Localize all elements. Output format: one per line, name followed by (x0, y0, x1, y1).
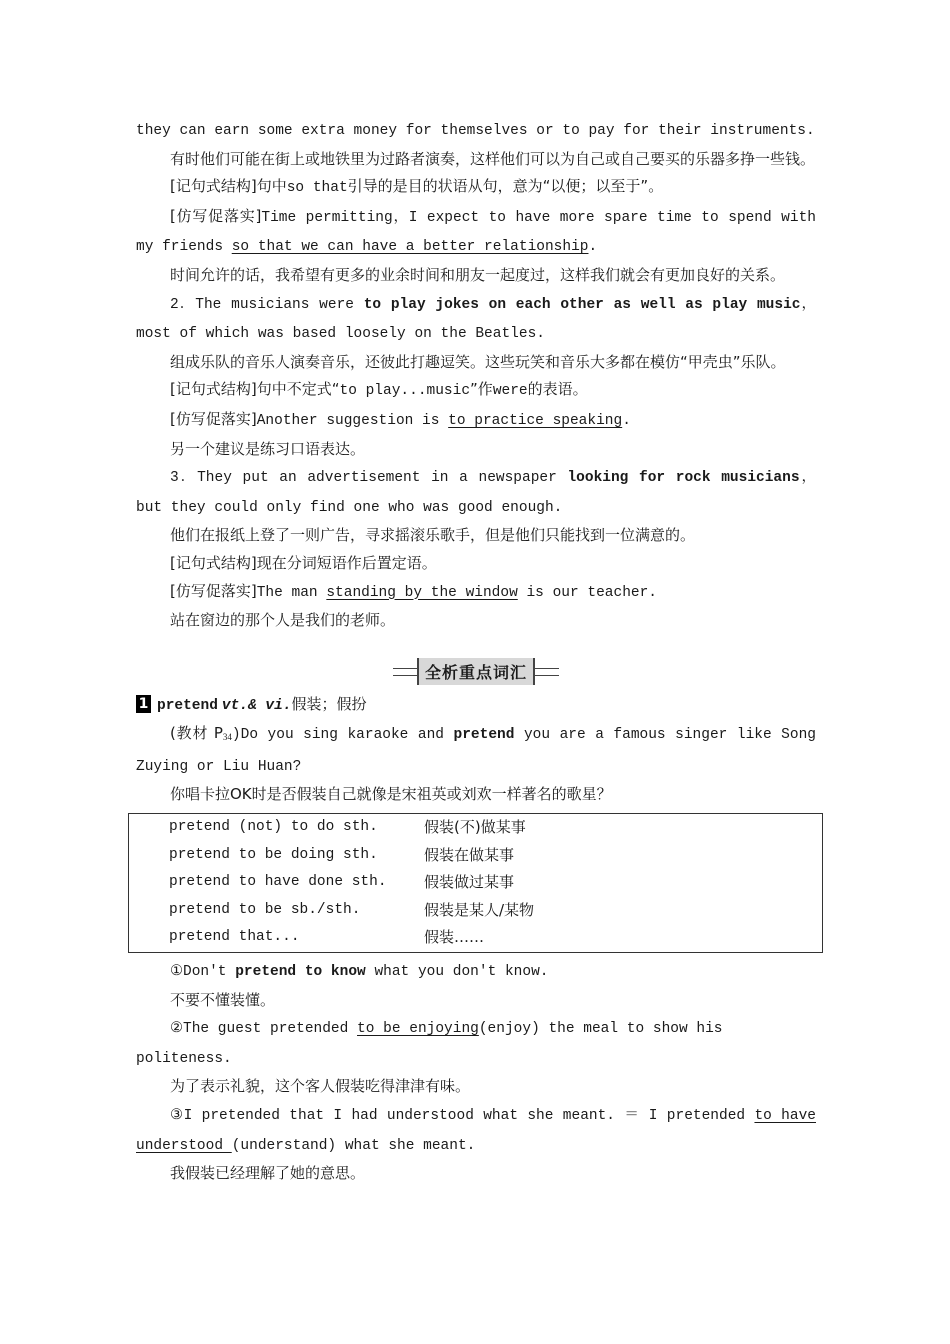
textbook-example-translation: 你唱卡拉OK时是否假装自己就像是宋祖英或刘欢一样著名的歌星？ (170, 785, 612, 804)
banner-right-rule (535, 668, 559, 676)
section-title: 全析重点词汇 (417, 658, 535, 685)
example-1: ①Don′t pretend to know what you don′t know. (170, 964, 549, 981)
sentence-2-english: 2．The musicians were to play jokes on each other as well as play music，most of which was based loosely on the Beatles. (136, 296, 817, 343)
vocab-number-badge: 1 (136, 695, 151, 713)
sentence-2-translation: 组成乐队的音乐人演奏音乐，还彼此打趣逗笑。这些玩笑和音乐大多都在模仿“甲壳虫”乐队。 (170, 352, 786, 371)
sentence-1-structure-note: [记句式结构]句中so that引导的是目的状语从句，意为“以便；以至于”。 (170, 177, 664, 197)
textbook-example: (教材 $P_{34})Do$ you sing karaoke and pretend you are a famous singer like Song Zuying or Liu Huan? (136, 724, 816, 775)
sentence-3-practice-translation: 站在窗边的那个人是我们的老师。 (170, 611, 396, 630)
practice-answer: standing by the window (326, 584, 518, 601)
example-2: ②The guest pretended to be enjoying(enjoy) the meal to show his politeness. (136, 1021, 723, 1067)
practice-answer: to practice speaking (448, 412, 623, 429)
sentence-3-practice: [仿写促落实]The man standing by the window is our teacher. (170, 581, 658, 601)
sentence-3-structure-note: [记句式结构]现在分词短语作后置定语。 (170, 553, 437, 572)
practice-answer: so that we can have a better relationship (231, 239, 589, 256)
sentence-1-english-continuation: they can earn some extra money for themselves or to pay for their instruments. (136, 123, 815, 139)
part-of-speech: vt.& vi. (221, 697, 292, 714)
sentence-3-english: 3．They put an advertisement in a newspaper looking for rock musicians，but they could only find one who was good enough. (136, 470, 816, 516)
example-answer: to be enjoying (357, 1021, 479, 1038)
table-row: pretend that... 假装…… (169, 928, 485, 947)
sentence-2-practice: [仿写促落实]Another suggestion is to practice speaking. (170, 409, 631, 429)
table-row: pretend (not) to do sth. 假装(不)做某事 (169, 818, 526, 837)
example-3: ③I pretended that I had understood what she meant. ＝ I pretended to have understood (understand) what she meant. (136, 1108, 816, 1154)
sentence-1-practice-translation: 时间允许的话，我希望有更多的业余时间和朋友一起度过，这样我们就会有更加良好的关系。 (170, 265, 786, 284)
example-1-translation: 不要不懂装懂。 (170, 990, 276, 1009)
sentence-2-practice-translation: 另一个建议是练习口语表达。 (170, 439, 366, 458)
example-answer: to have understood (136, 1108, 816, 1154)
key-phrase: to play jokes on each other as well as play music (363, 296, 801, 313)
sentence-2-structure-note: [记句式结构]句中不定式“to play...music”作were的表语。 (170, 380, 588, 400)
vocab-word: pretend (157, 697, 218, 714)
sentence-1-practice: [仿写促落实]Time permitting，I expect to have more spare time to spend with my friends so that we can have a better relationship. (136, 206, 816, 256)
sentence-1-translation: 有时他们可能在街上或地铁里为过路者演奏，这样他们可以为自己或自己要买的乐器多挣一些钱。 (170, 149, 816, 168)
example-3-translation: 我假装已经理解了她的意思。 (170, 1164, 366, 1183)
banner-left-rule (393, 668, 417, 676)
table-row: pretend to be doing sth. 假装在做某事 (169, 845, 515, 864)
usage-table (128, 813, 823, 953)
vocab-heading (136, 691, 816, 721)
section-title-banner (136, 657, 816, 687)
key-phrase: looking for rock musicians (567, 470, 800, 487)
document-page (136, 118, 816, 1188)
vocab-meaning: 假装；假扮 (291, 694, 367, 713)
table-row: pretend to have done sth. 假装做过某事 (169, 873, 515, 892)
sentence-3-translation: 他们在报纸上登了一则广告，寻求摇滚乐歌手，但是他们只能找到一位满意的。 (170, 526, 696, 545)
table-row: pretend to be sb./sth. 假装是某人/某物 (169, 900, 535, 919)
example-2-translation: 为了表示礼貌，这个客人假装吃得津津有味。 (170, 1077, 471, 1096)
